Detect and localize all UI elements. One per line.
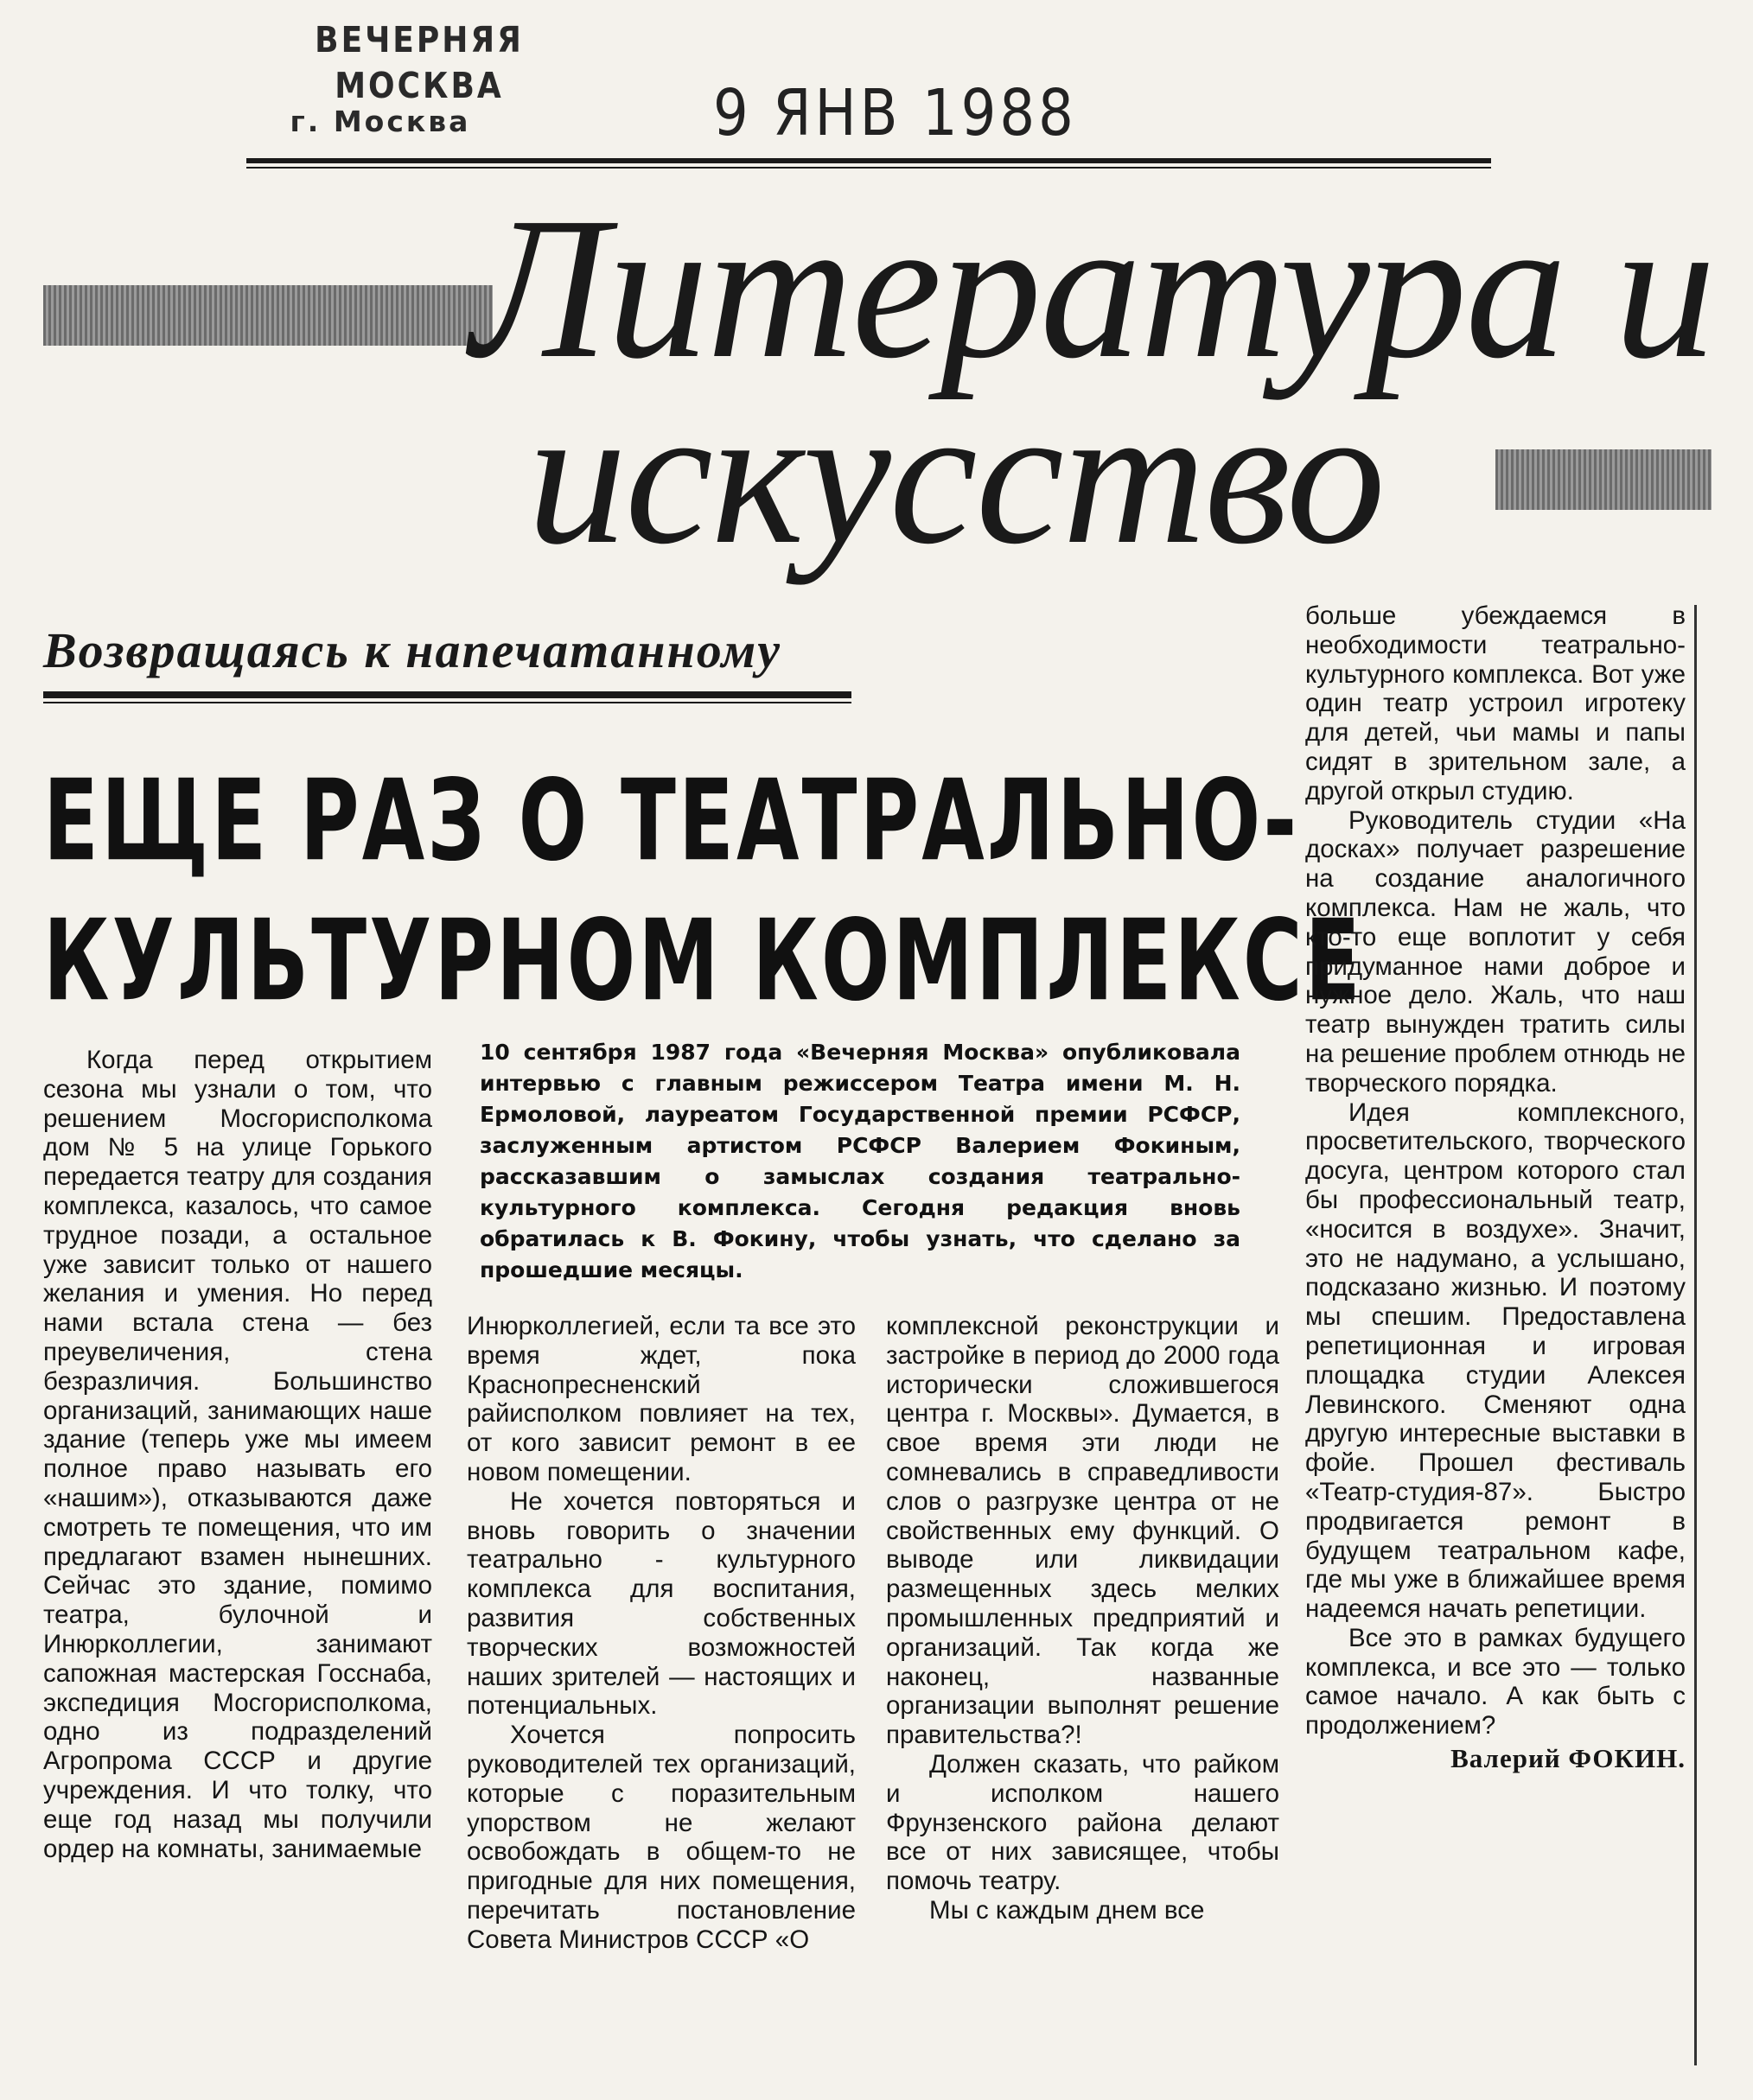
paragraph: Хочется попросить руководителей тех организаций, которые с поразительным упорством не желают освобождать в общем-то не пригодные для них помещения, перечитать постановление Совета Министров СССР «О (467, 1721, 856, 1954)
issue-date: 9 ЯНВ 1988 (713, 77, 1077, 151)
paragraph: Когда перед открытием сезона мы узнали о том, что решением Мосгорисполкома дом № 5 на улице Горького передается театру для создания комплекса, казалось, что самое трудное позади, а остальное уже зависит только от нашего желания и умения. Но перед нами встала стена — без преувеличения, стена безразличия. Большинство организаций, занимающих наше здание (теперь уже мы имеем полное право называть его «нашим»), отказываются даже смотреть те помещения, что им предлагают взамен нынешних. Сейчас это здание, помимо театра, булочной и Инюрколлегии, занимают сапожная мастерская Госснаба, экспедиция Мосгорисполкома, одно из подразделений Агропрома СССР и другие учреждения. И что толку, что еще год назад мы получили ордер на комнаты, занимаемые (43, 1046, 432, 1863)
paragraph: Все это в рамках будущего комплекса, и все это — только самое начало. А как быть с продолжением? (1305, 1623, 1686, 1740)
rubric-line-1: Литература и (471, 175, 1714, 400)
article-lead: 10 сентября 1987 года «Вечерняя Москва» опубликовала интервью с главным режиссером Театра имени М. Н. Ермоловой, лауреатом Государственной премии РСФСР, заслуженным артистом РСФСР Валерием Фокиным, рассказавшим о замыслах создания театрально-культурного комплекса. Сегодня редакция вновь обратилась к В. Фокину, чтобы узнать, что сделано за прошедшие месяцы. (480, 1040, 1240, 1282)
banner-stripe-right (1495, 449, 1712, 510)
paragraph: Руководитель студии «На досках» получает разрешение на создание аналогичного комплекса. Нам не жаль, что кто-то еще воплотит у себя придуманное нами доброе и нужное дело. Жаль, что наш театр вынужден тратить силы на решение проблем отнюдь не творческого порядка. (1305, 805, 1686, 1098)
column-rule-right (1694, 605, 1697, 2065)
headline (43, 752, 1363, 1032)
column-2 (467, 1312, 856, 1955)
headline-line-2: КУЛЬТУРНОМ КОМПЛЕКСЕ (43, 896, 1363, 1027)
paragraph: Идея комплексного, просветительского, творческого досуга, центром которого стал бы профессиональный театр, «носится в воздухе». Значит, это не надумано, а услышано, подсказано жизнью. И поэтому мы спешим. Предоставлена репетиционная и игровая площадка студии Алексея Левинского. Сменяют одна другую интересные выставки в фойе. Прошел фестиваль «Театр-студия-87». Быстро продвигается ремонт в будущем театральном кафе, где мы уже в ближайшее время надеемся начать репетиции. (1305, 1098, 1686, 1624)
newspaper-stamp (277, 20, 562, 140)
paragraph: Не хочется повторяться и вновь говорить о значении театрально - культурного комплекса для воспитания, развития собственных творческих возможностей наших зрителей — настоящих и потенциальных. (467, 1486, 856, 1721)
column-3 (886, 1312, 1279, 1925)
paragraph: Инюрколлегией, если та все это время ждет, пока Краснопресненский райисполком повлияет на тех, от кого зависит ремонт в ее новом помещении. (467, 1312, 856, 1486)
column-1 (43, 1046, 432, 1863)
author-signature: Валерий ФОКИН. (1450, 1743, 1686, 1774)
banner-stripe-left (43, 285, 493, 346)
newspaper-name: ВЕЧЕРНЯЯ МОСКВА (315, 20, 524, 107)
paragraph: комплексной реконструкции и застройке в период до 2000 года исторически сложившегося центра г. Москвы». Думается, в свое время эти люди не сомневались в справедливости слов о разгрузке центра от не свойственных ему функций. О выводе или ликвидации размещенных здесь мелких промышленных предприятий и организаций. Так когда же наконец, названные организации выполнят решение правительства?! (886, 1312, 1279, 1750)
paragraph: Должен сказать, что райком и исполком нашего Фрунзенского района делают все от них зависящее, чтобы помочь театру. (886, 1749, 1279, 1896)
kicker-rule-thin (43, 702, 851, 703)
column-4 (1305, 601, 1686, 1773)
paragraph: больше убеждаемся в необходимости театрально-культурного комплекса. Вот уже один театр устроил игротеку для детей, чьи мамы и папы сидят в зрительном зале, а другой открыл студию. (1305, 601, 1686, 805)
newspaper-city: г. Москва (290, 105, 471, 138)
paragraph: Мы с каждым днем все (929, 1895, 1205, 1925)
kicker: Возвращаясь к напечатанному (43, 622, 781, 678)
kicker-rule (43, 691, 851, 698)
top-rule (246, 158, 1491, 163)
rubric-line-2: искусство (527, 365, 1384, 585)
top-rule-thin (246, 167, 1491, 169)
headline-line-1: ЕЩЕ РАЗ О ТЕАТРАЛЬНО- (43, 756, 1300, 887)
